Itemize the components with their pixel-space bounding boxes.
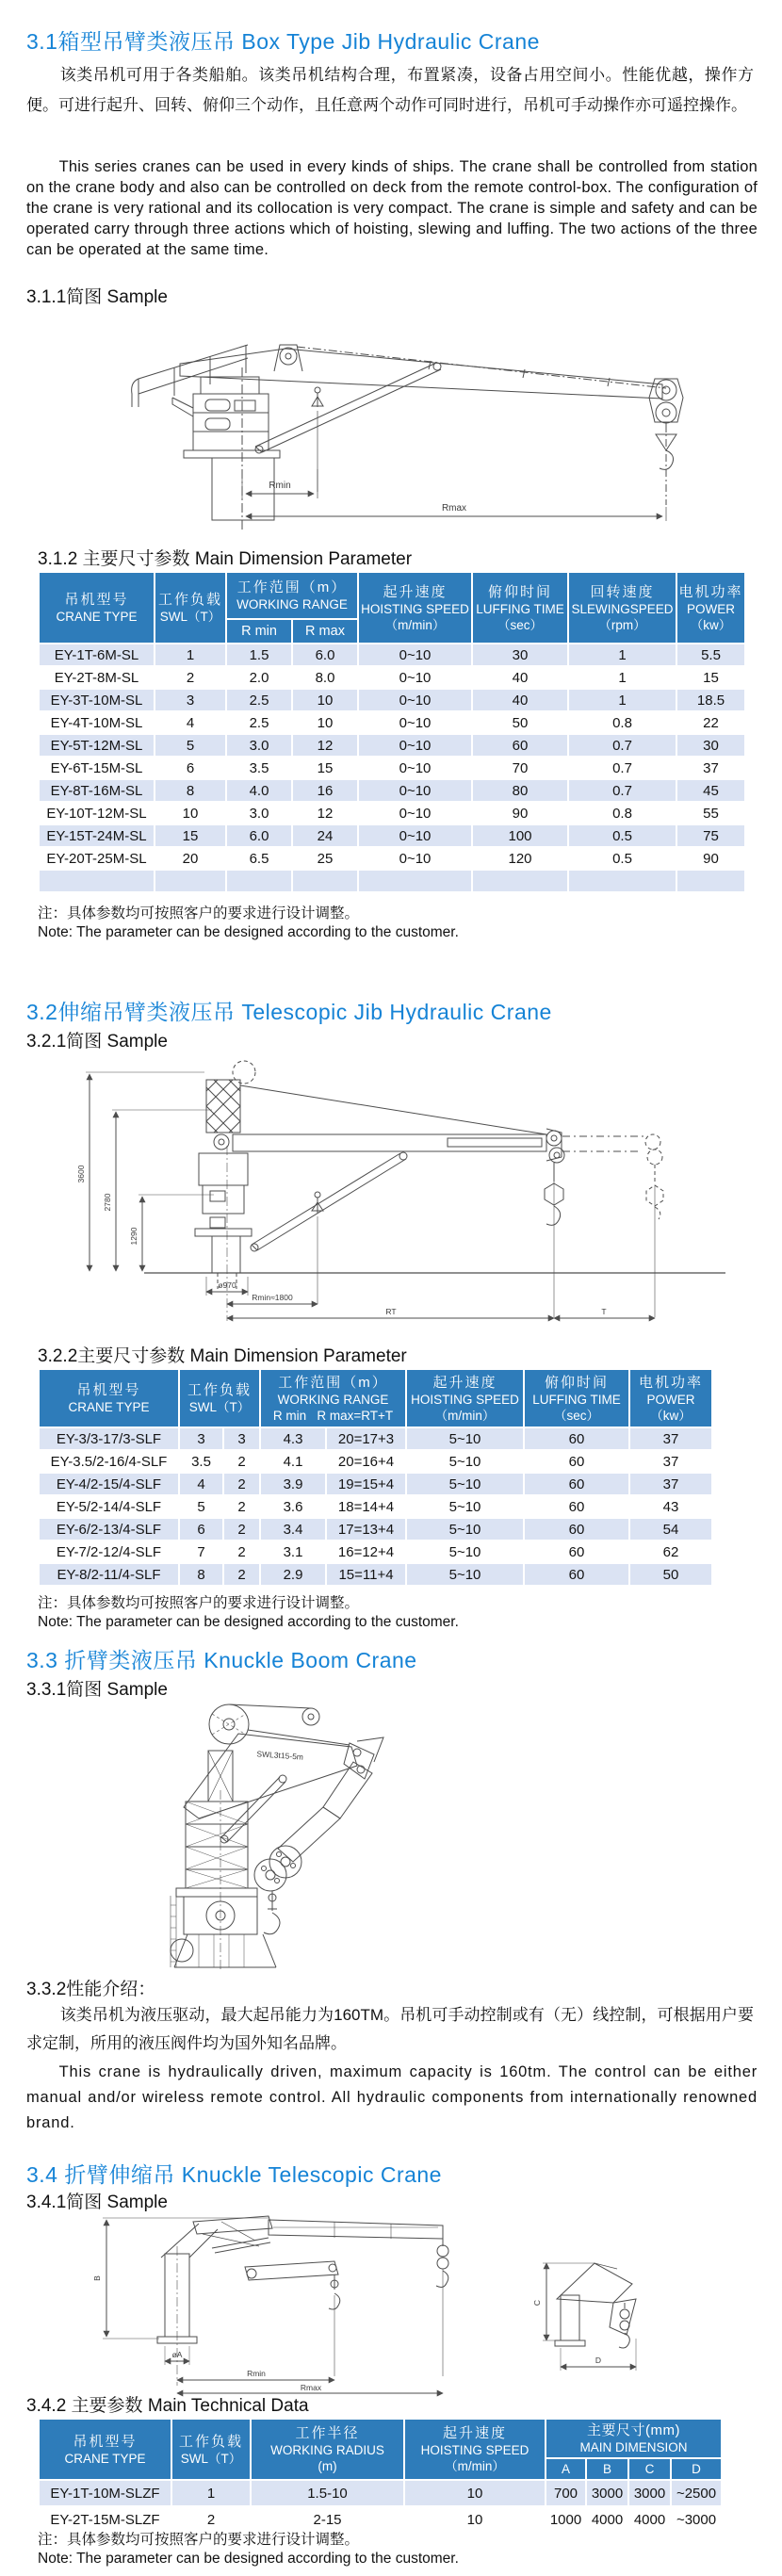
col-header-rmax: R max — [292, 619, 358, 644]
table-cell — [472, 870, 568, 892]
table-row — [39, 1563, 712, 1586]
table-cell: ~2500 — [671, 2480, 722, 2506]
table-cell: 60 — [524, 1495, 629, 1518]
table-cell: 4.1 — [260, 1450, 326, 1473]
table-cell: 0~10 — [358, 734, 472, 757]
col-header-working-radius: 工作半径 WORKING RADIUS (m) — [251, 2419, 404, 2480]
table-cell — [226, 870, 292, 892]
table-cell: 0~10 — [358, 644, 472, 666]
table-cell: 60 — [472, 734, 568, 757]
box-type-jib-crane-drawing — [33, 307, 749, 537]
col-header-hoisting-speed: 起升速度 HOISTING SPEED （m/min） — [404, 2419, 546, 2480]
table-cell: 10 — [404, 2506, 546, 2533]
table-cell: 3 — [155, 689, 226, 711]
col-header-swl: 工作负载 SWL（T） — [155, 572, 226, 644]
table-cell: EY-6/2-13/4-SLF — [39, 1518, 179, 1541]
table-cell: EY-2T-8M-SL — [39, 666, 155, 689]
col-header-hoisting-speed: 起升速度 HOISTING SPEED （m/min） — [358, 572, 472, 644]
table-cell: 15=11+4 — [326, 1563, 406, 1586]
table-cell: 43 — [629, 1495, 712, 1518]
table-row — [39, 824, 745, 847]
table-cell: 17=13+4 — [326, 1518, 406, 1541]
dimension-label-c: C — [532, 2299, 542, 2307]
table-cell: 5 — [179, 1495, 223, 1518]
table-cell: EY-4T-10M-SL — [39, 711, 155, 734]
table-cell: 120 — [472, 847, 568, 870]
table-cell: 3.0 — [226, 734, 292, 757]
table-cell: 100 — [472, 824, 568, 847]
table-cell: EY-5/2-14/4-SLF — [39, 1495, 179, 1518]
table-cell: 4000 — [628, 2506, 671, 2533]
table-cell: EY-1T-10M-SLZF — [39, 2480, 171, 2506]
table-cell: 5~10 — [406, 1518, 524, 1541]
col-header-luffing-time: 俯仰时间 LUFFING TIME （sec） — [472, 572, 568, 644]
table-cell: 5~10 — [406, 1563, 524, 1586]
table-cell: 3.1 — [260, 1541, 326, 1563]
section-3-3-title: 3.3 折臂类液压吊 Knuckle Boom Crane — [26, 1648, 417, 1672]
table-cell: 25 — [292, 847, 358, 870]
table-cell: 8.0 — [292, 666, 358, 689]
col-header-crane-type: 吊机型号 CRANE TYPE — [39, 572, 155, 644]
table-cell: EY-2T-15M-SLZF — [39, 2506, 171, 2533]
table-cell: 45 — [676, 779, 745, 802]
col-header-working-range: 工作范围（m） WORKING RANGE — [226, 572, 358, 619]
table-cell: 50 — [629, 1563, 712, 1586]
table-cell: 70 — [472, 757, 568, 779]
table-cell: 60 — [524, 1427, 629, 1450]
table-row — [39, 1450, 712, 1473]
section-3-1-title: 3.1箱型吊臂类液压吊 Box Type Jib Hydraulic Crane — [26, 29, 540, 54]
table-cell: 22 — [676, 711, 745, 734]
line-art — [171, 1704, 383, 1971]
table-cell: 4 — [155, 711, 226, 734]
main-technical-data-table — [38, 2418, 723, 2534]
col-header-rmin: R min — [226, 619, 292, 644]
col-header-swl: 工作负载 SWL（T） — [171, 2419, 251, 2480]
section-3-4-title: 3.4 折臂伸缩吊 Knuckle Telescopic Crane — [26, 2162, 442, 2187]
dimension-label-diaA: øA — [171, 2350, 183, 2359]
table-cell: 8 — [155, 779, 226, 802]
table-cell: EY-8T-16M-SL — [39, 779, 155, 802]
table-cell: 0.5 — [568, 847, 676, 870]
table-cell: 90 — [472, 802, 568, 824]
table-cell: 18=14+4 — [326, 1495, 406, 1518]
table-cell: 55 — [676, 802, 745, 824]
dimension-label-rmax: Rmax — [300, 2383, 322, 2392]
col-header-dim-b: B — [586, 2458, 628, 2480]
table-cell: 20=16+4 — [326, 1450, 406, 1473]
table-cell: 0~10 — [358, 689, 472, 711]
table-cell: 3000 — [586, 2480, 628, 2506]
table-cell: 8 — [179, 1563, 223, 1586]
dimension-label-dia970: ø970 — [218, 1280, 236, 1290]
table-cell: EY-7/2-12/4-SLF — [39, 1541, 179, 1563]
col-header-crane-type: 吊机型号 CRANE TYPE — [39, 2419, 171, 2480]
table-cell: 10 — [155, 802, 226, 824]
table-cell: 3.4 — [260, 1518, 326, 1541]
table-cell: 1.5 — [226, 644, 292, 666]
section-3-3-paragraph-cn: 该类吊机为液压驱动，最大起吊能力为160TM。吊机可手动控制或有（无）线控制，可根据用户要求定制，所用的液压阀件均为国外知名品牌。 — [26, 2006, 754, 2052]
col-header-working-range: 工作范围（m） WORKING RANGE R min R max=RT+T — [260, 1369, 406, 1427]
table-cell: 15 — [292, 757, 358, 779]
col-header-luffing-time: 俯仰时间 LUFFING TIME （sec） — [524, 1369, 629, 1427]
table-cell: 700 — [546, 2480, 586, 2506]
table-cell — [292, 870, 358, 892]
note-cn-2: 注：具体参数均可按照客户的要求进行设计调整。 — [38, 1595, 360, 1611]
dimension-label-b: B — [92, 2275, 102, 2281]
table-cell: 19=15+4 — [326, 1473, 406, 1495]
table-row — [39, 711, 745, 734]
table-cell: 10 — [292, 689, 358, 711]
table-row — [39, 1473, 712, 1495]
col-header-power: 电机功率 POWER （kw） — [676, 572, 745, 644]
table-cell: 20=17+3 — [326, 1427, 406, 1450]
table-row — [39, 689, 745, 711]
line-art — [103, 2216, 636, 2393]
table-cell: 3.6 — [260, 1495, 326, 1518]
note-en-2: Note: The parameter can be designed according to the customer. — [38, 1614, 459, 1630]
table-cell: 3 — [179, 1427, 223, 1450]
note-en-3: Note: The parameter can be designed according to the customer. — [38, 2551, 459, 2567]
table-cell: 30 — [472, 644, 568, 666]
table-cell: 62 — [629, 1541, 712, 1563]
table-cell: 2 — [223, 1541, 260, 1563]
table-cell: 4000 — [586, 2506, 628, 2533]
table-cell: 6 — [155, 757, 226, 779]
table-row — [39, 802, 745, 824]
table-row — [39, 847, 745, 870]
table-cell: 0~10 — [358, 779, 472, 802]
section-3-1-paragraph-cn: 该类吊机可用于各类船舶。该类吊机结构合理，布置紧凑，设备占用空间小。性能优越，操作方便。可进行起升、回转、俯仰三个动作，且任意两个动作可同时进行，吊机可手动操作亦可遥控操作。 — [26, 66, 754, 114]
table-cell: 5~10 — [406, 1427, 524, 1450]
dimension-label-2780: 2780 — [103, 1193, 112, 1212]
table-cell: 2 — [155, 666, 226, 689]
table-cell: 1.5-10 — [251, 2480, 404, 2506]
table-cell: EY-6T-15M-SL — [39, 757, 155, 779]
table-cell: 2-15 — [251, 2506, 404, 2533]
table-cell — [155, 870, 226, 892]
table-cell: EY-10T-12M-SL — [39, 802, 155, 824]
table-cell: 7 — [179, 1541, 223, 1563]
col-header-main-dimension: 主要尺寸(mm) MAIN DIMENSION — [546, 2419, 722, 2458]
table-cell: EY-3T-10M-SL — [39, 689, 155, 711]
table-cell: 2 — [171, 2506, 251, 2533]
table-cell: 1 — [155, 644, 226, 666]
knuckle-boom-crane-drawing — [33, 1696, 749, 1971]
col-header-hoisting-speed: 起升速度 HOISTING SPEED （m/min） — [406, 1369, 524, 1427]
line-art — [132, 345, 683, 530]
table-cell: ~3000 — [671, 2506, 722, 2533]
table-cell: 90 — [676, 847, 745, 870]
section-3-1-sample-heading: 3.1.1简图 Sample — [26, 287, 168, 307]
table-row — [39, 779, 745, 802]
table-cell: 2.5 — [226, 689, 292, 711]
col-header-dim-a: A — [546, 2458, 586, 2480]
table-cell: 15 — [155, 824, 226, 847]
col-header-swl: 工作负载 SWL（T） — [179, 1369, 260, 1427]
table-cell: 10 — [404, 2480, 546, 2506]
table-cell: 5~10 — [406, 1495, 524, 1518]
table-cell: 2 — [223, 1518, 260, 1541]
section-3-3-sample-heading: 3.3.1简图 Sample — [26, 1680, 168, 1700]
table-cell: 10 — [292, 711, 358, 734]
table-cell: 1000 — [546, 2506, 586, 2533]
dimension-label-rt: RT — [385, 1307, 397, 1316]
table-cell — [358, 870, 472, 892]
table-cell: 6 — [179, 1518, 223, 1541]
table-cell: 3000 — [628, 2480, 671, 2506]
table-cell: 60 — [524, 1563, 629, 1586]
dimension-label-1290: 1290 — [129, 1227, 138, 1246]
table-row — [39, 1427, 712, 1450]
col-header-crane-type: 吊机型号 CRANE TYPE — [39, 1369, 179, 1427]
table-cell: 5.5 — [676, 644, 745, 666]
note-cn-3: 注：具体参数均可按照客户的要求进行设计调整。 — [38, 2532, 360, 2548]
table-cell: 37 — [629, 1450, 712, 1473]
table-cell: 12 — [292, 734, 358, 757]
table-row — [39, 644, 745, 666]
table-cell: 5 — [155, 734, 226, 757]
table-cell: 3 — [223, 1427, 260, 1450]
table-cell: 0.5 — [568, 824, 676, 847]
table-cell: 2 — [223, 1495, 260, 1518]
dimension-label-rmax: Rmax — [441, 503, 467, 514]
table-cell: 40 — [472, 689, 568, 711]
table-cell: 2 — [223, 1473, 260, 1495]
table-cell: 0.8 — [568, 711, 676, 734]
table-cell: 4.3 — [260, 1427, 326, 1450]
table-cell: 6.0 — [292, 644, 358, 666]
table-row — [39, 757, 745, 779]
table-cell: 2.0 — [226, 666, 292, 689]
table-cell: 60 — [524, 1518, 629, 1541]
table-cell: 0~10 — [358, 802, 472, 824]
dimension-label-rmin1800: Rmin≈1800 — [252, 1293, 293, 1302]
table-cell: 0~10 — [358, 711, 472, 734]
table-cell: 1 — [568, 644, 676, 666]
line-art — [86, 1061, 725, 1321]
table-cell: 2.9 — [260, 1563, 326, 1586]
dimension-label-rmin: Rmin — [269, 481, 291, 491]
table-cell: 20 — [155, 847, 226, 870]
dimension-label-3600: 3600 — [76, 1165, 86, 1183]
col-header-dim-c: C — [628, 2458, 671, 2480]
note-cn-1: 注：具体参数均可按照客户的要求进行设计调整。 — [38, 905, 360, 921]
table-cell: EY-5T-12M-SL — [39, 734, 155, 757]
section-3-4-table-heading: 3.4.2 主要参数 Main Technical Data — [26, 2396, 309, 2416]
table-cell: 1 — [171, 2480, 251, 2506]
table-cell: 2 — [223, 1450, 260, 1473]
table-cell — [676, 870, 745, 892]
table-cell: 3.5 — [179, 1450, 223, 1473]
table-cell: 18.5 — [676, 689, 745, 711]
table-cell: 60 — [524, 1450, 629, 1473]
section-3-2-sample-heading: 3.2.1简图 Sample — [26, 1032, 168, 1052]
table-cell: 15 — [676, 666, 745, 689]
table-cell: 37 — [629, 1473, 712, 1495]
table-cell: EY-3.5/2-16/4-SLF — [39, 1450, 179, 1473]
table-cell: 80 — [472, 779, 568, 802]
table-cell — [568, 870, 676, 892]
table-cell: 60 — [524, 1473, 629, 1495]
section-3-2-title: 3.2伸缩吊臂类液压吊 Telescopic Jib Hydraulic Crane — [26, 1000, 552, 1024]
table-row — [39, 2506, 722, 2533]
table-cell: EY-15T-24M-SL — [39, 824, 155, 847]
table-cell: 16 — [292, 779, 358, 802]
table-cell: 2 — [223, 1563, 260, 1586]
table-row — [39, 734, 745, 757]
table-cell: 0~10 — [358, 757, 472, 779]
table-cell: 75 — [676, 824, 745, 847]
table-cell: 6.0 — [226, 824, 292, 847]
table-cell: 37 — [676, 757, 745, 779]
telescopic-jib-crane-drawing — [33, 1052, 749, 1330]
main-dimension-parameter-table-2 — [38, 1368, 713, 1587]
section-3-3-paragraph-en: This crane is hydraulically driven, maximum capacity is 160tm. The control can be either manual and/or wireless remote control. All hydraulic components from internationally renowned brand. — [26, 2063, 758, 2131]
boom-swl-label: SWL3t15-5m — [256, 1749, 304, 1762]
col-header-dim-d: D — [671, 2458, 722, 2480]
section-3-3-performance-heading: 3.3.2性能介绍： — [26, 1980, 156, 1999]
table-cell: EY-1T-6M-SL — [39, 644, 155, 666]
table-row — [39, 2480, 722, 2506]
table-cell — [39, 870, 155, 892]
table-cell: 5~10 — [406, 1473, 524, 1495]
dimension-label-d: D — [595, 2356, 602, 2365]
note-en-1: Note: The parameter can be designed according to the customer. — [38, 924, 459, 940]
table-cell: 5~10 — [406, 1450, 524, 1473]
col-header-power: 电机功率 POWER （kw） — [629, 1369, 712, 1427]
section-3-1-paragraph-en: This series cranes can be used in every kinds of ships. The crane shall be controlled from station on the crane body and also can be controlled on deck from the remote control-box. The configuration of the crane is very rational and its collocation is very compact. The crane is simple and safety and can be operated carry through three actions which of hoisting, slewing and luffing. The two actions of the three can be operated at the same time. — [26, 158, 758, 258]
table-cell: 1 — [568, 666, 676, 689]
knuckle-telescopic-crane-drawing — [33, 2209, 749, 2397]
table-cell: 50 — [472, 711, 568, 734]
section-3-1-table-heading: 3.1.2 主要尺寸参数 Main Dimension Parameter — [38, 549, 413, 569]
table-cell: 0~10 — [358, 847, 472, 870]
table-cell: 3.0 — [226, 802, 292, 824]
table-cell: 4 — [179, 1473, 223, 1495]
table-cell: EY-3/3-17/3-SLF — [39, 1427, 179, 1450]
table-cell: 4.0 — [226, 779, 292, 802]
table-cell: 37 — [629, 1427, 712, 1450]
table-cell: 40 — [472, 666, 568, 689]
table-cell: 54 — [629, 1518, 712, 1541]
table-cell: 12 — [292, 802, 358, 824]
table-cell: 60 — [524, 1541, 629, 1563]
table-row — [39, 870, 745, 892]
table-cell: 30 — [676, 734, 745, 757]
table-cell: EY-20T-25M-SL — [39, 847, 155, 870]
table-cell: 6.5 — [226, 847, 292, 870]
table-cell: 0.8 — [568, 802, 676, 824]
table-cell: 0~10 — [358, 824, 472, 847]
table-cell: 0.7 — [568, 734, 676, 757]
main-dimension-parameter-table-1 — [38, 571, 746, 893]
col-header-slewing-speed: 回转速度 SLEWINGSPEED （rpm） — [568, 572, 676, 644]
table-row — [39, 1541, 712, 1563]
table-row — [39, 1495, 712, 1518]
table-row — [39, 1518, 712, 1541]
table-cell: 5~10 — [406, 1541, 524, 1563]
table-cell: 3.9 — [260, 1473, 326, 1495]
section-3-2-table-heading: 3.2.2主要尺寸参数 Main Dimension Parameter — [38, 1346, 407, 1366]
table-cell: 0.7 — [568, 757, 676, 779]
table-cell: 0.7 — [568, 779, 676, 802]
section-3-4-sample-heading: 3.4.1简图 Sample — [26, 2193, 168, 2212]
table-cell: 16=12+4 — [326, 1541, 406, 1563]
table-cell: 0~10 — [358, 666, 472, 689]
table-cell: 24 — [292, 824, 358, 847]
dimension-label-t: T — [601, 1307, 607, 1316]
table-cell: EY-8/2-11/4-SLF — [39, 1563, 179, 1586]
table-cell: EY-4/2-15/4-SLF — [39, 1473, 179, 1495]
table-row — [39, 666, 745, 689]
table-cell: 3.5 — [226, 757, 292, 779]
dimension-label-rmin: Rmin — [247, 2369, 266, 2378]
table-cell: 1 — [568, 689, 676, 711]
table-cell: 2.5 — [226, 711, 292, 734]
